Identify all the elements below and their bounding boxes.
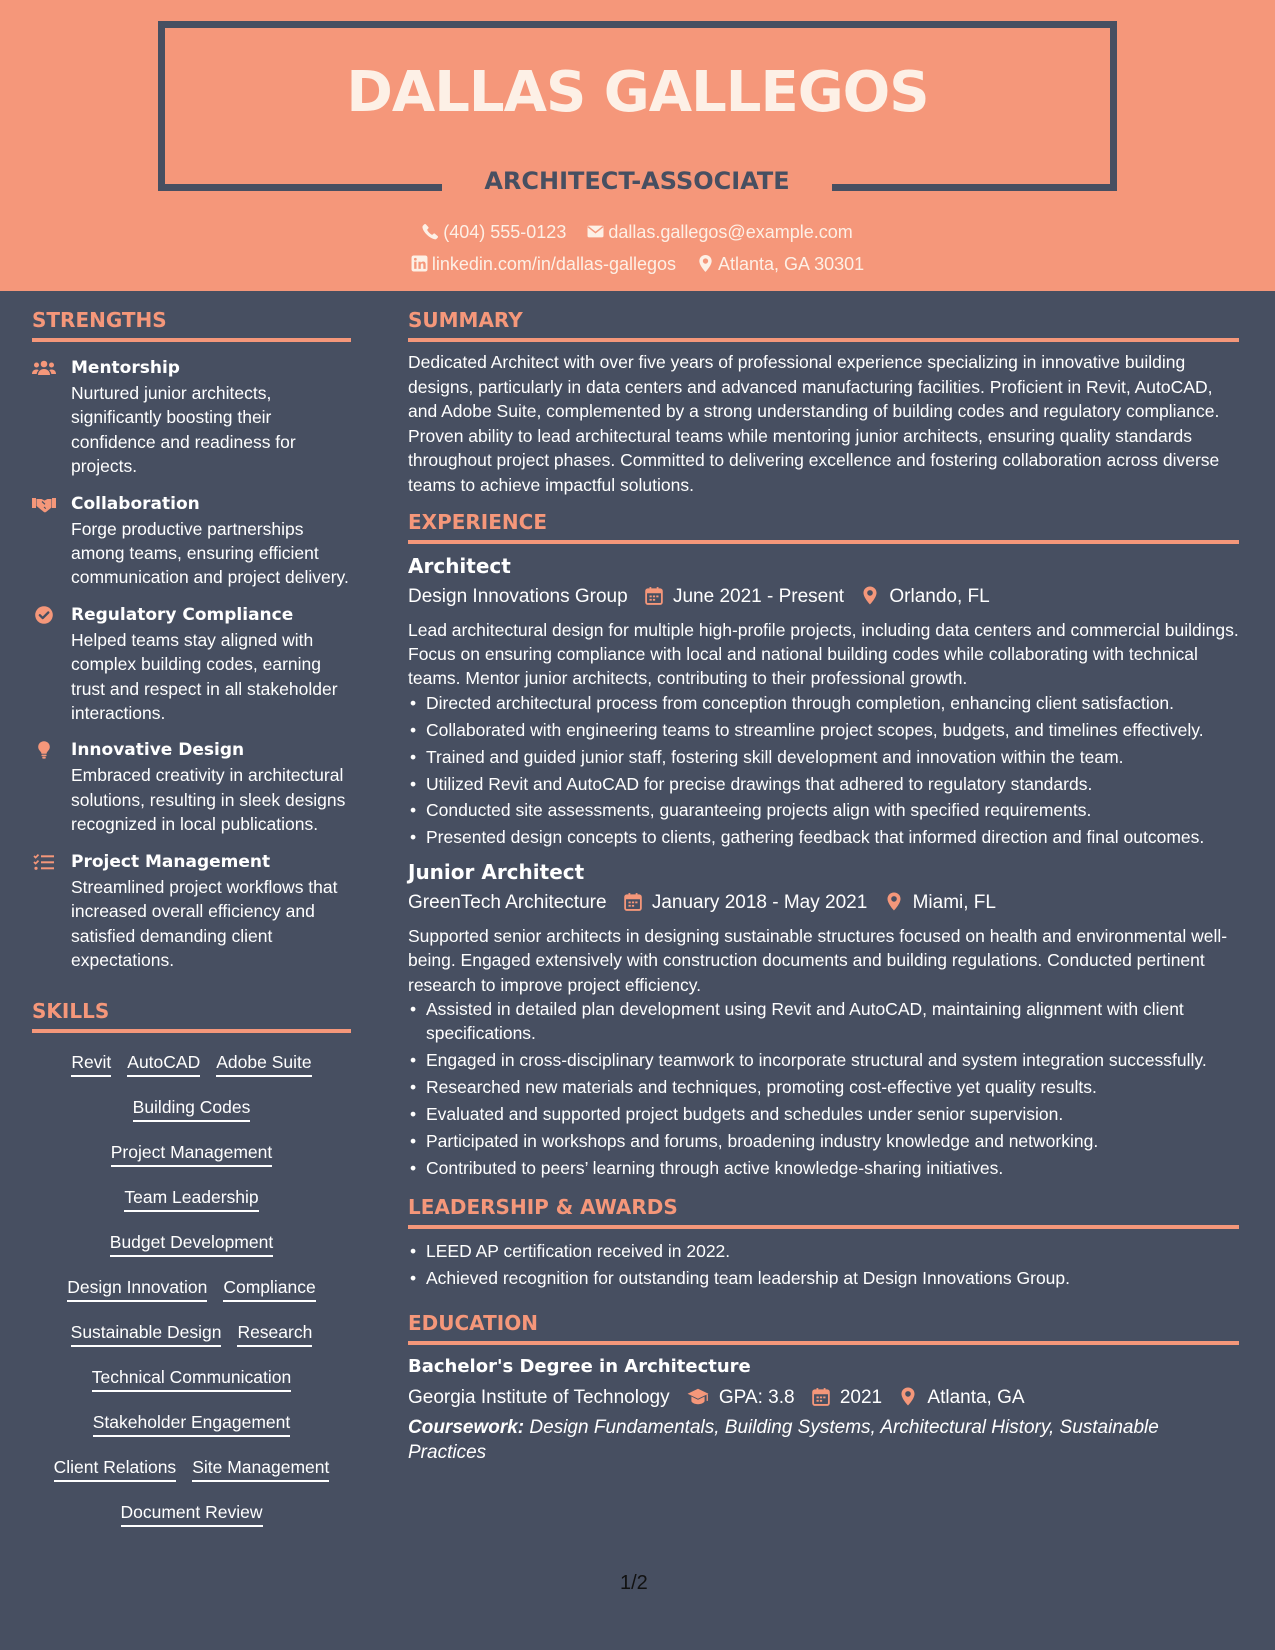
list-item: • Achieved recognition for outstanding team leadership at Design Innovations Group. bbox=[408, 1266, 1239, 1290]
users-icon bbox=[32, 359, 56, 377]
phone-icon bbox=[422, 223, 439, 240]
map-pin-icon bbox=[899, 1387, 917, 1406]
right-column bbox=[408, 308, 1239, 1465]
education-school: Georgia Institute of Technology bbox=[408, 1386, 670, 1408]
skill-row bbox=[32, 1313, 351, 1358]
job-bullets bbox=[408, 997, 1239, 1180]
location-text: Atlanta, GA 30301 bbox=[718, 253, 865, 274]
job-company: Design Innovations Group bbox=[408, 585, 628, 607]
contact-linkedin[interactable] bbox=[411, 254, 676, 275]
list-item: • Conducted site assessments, guaranteeing projects align with specified requirements. bbox=[408, 798, 1239, 822]
check-circle-icon bbox=[32, 606, 56, 624]
calendar-icon bbox=[812, 1387, 830, 1406]
skill-tag: Stakeholder Engagement bbox=[93, 1409, 291, 1437]
skill-tag: Building Codes bbox=[133, 1094, 251, 1122]
linkedin-text: linkedin.com/in/dallas-gallegos bbox=[431, 253, 676, 274]
skill-tag: Technical Communication bbox=[92, 1364, 291, 1392]
coursework-list: Design Fundamentals, Building Systems, Architectural History, Sustainable Practices bbox=[408, 1416, 1159, 1463]
job-position: Architect bbox=[408, 553, 511, 578]
job-entry bbox=[408, 552, 1239, 850]
contact-location bbox=[697, 254, 864, 275]
list-item: • Contributed to peers’ learning through active knowledge-sharing initiatives. bbox=[408, 1156, 1239, 1180]
strength-item bbox=[32, 356, 351, 479]
job-position: Junior Architect bbox=[408, 859, 585, 884]
job-location: Miami, FL bbox=[912, 891, 996, 913]
education-year: 2021 bbox=[839, 1386, 883, 1408]
job-title: ARCHITECT-ASSOCIATE bbox=[484, 167, 790, 195]
job-meta bbox=[408, 580, 1239, 614]
strength-name: Collaboration bbox=[71, 493, 200, 514]
job-description: Supported senior architects in designing sustainable structures focused on health and environmental well-being. Engaged extensively with construction documents and building regulations. Conducted pertinent research to improve project efficiency. bbox=[408, 925, 1228, 995]
page-number: 1/2 bbox=[620, 1572, 648, 1594]
job-location: Orlando, FL bbox=[889, 585, 990, 607]
coursework-label: Coursework: bbox=[408, 1416, 525, 1438]
skill-tag: Site Management bbox=[192, 1454, 329, 1482]
strength-item bbox=[32, 850, 351, 973]
skill-tag: Client Relations bbox=[54, 1454, 177, 1482]
skill-tag: Budget Development bbox=[110, 1229, 273, 1257]
skill-tag: Sustainable Design bbox=[71, 1319, 222, 1347]
job-meta bbox=[408, 886, 1239, 920]
map-pin-icon bbox=[885, 892, 903, 911]
linkedin-icon bbox=[411, 255, 428, 272]
skill-tag: Research bbox=[237, 1319, 312, 1347]
skills-list bbox=[32, 1033, 351, 1538]
education-location: Atlanta, GA bbox=[927, 1386, 1025, 1408]
strength-description: Nurtured junior architects, significantly boosting their confidence and readiness for projects. bbox=[71, 383, 296, 477]
list-item: • Researched new materials and techniques, promoting cost-effective yet quality results. bbox=[408, 1075, 1239, 1099]
strength-name: Innovative Design bbox=[71, 740, 245, 761]
left-column bbox=[32, 308, 351, 1538]
envelope-icon bbox=[587, 223, 604, 240]
skill-row bbox=[32, 1358, 351, 1403]
strength-description: Streamlined project workflows that increased overall efficiency and satisfied demanding client expectations. bbox=[71, 876, 338, 970]
skill-tag: Team Leadership bbox=[124, 1184, 258, 1212]
strength-description: Helped teams stay aligned with complex building codes, earning trust and respect in all stakeholder interactions. bbox=[71, 629, 338, 724]
job-dates: June 2021 - Present bbox=[672, 585, 845, 607]
map-pin-icon bbox=[697, 255, 714, 272]
calendar-icon bbox=[645, 586, 663, 605]
skill-row bbox=[32, 1493, 351, 1538]
lightbulb-icon bbox=[32, 741, 56, 759]
job-description: Lead architectural design for multiple high-profile projects, including data centers and commercial buildings. Focus on ensuring compliance with local and national building codes while collaborating with technical teams. Mentor junior architects, contributing to their professional growth. bbox=[408, 619, 1239, 689]
awards-heading: LEADERSHIP & AWARDS bbox=[408, 1195, 1239, 1229]
list-item: • Presented design concepts to clients, gathering feedback that informed direction and final outcomes. bbox=[408, 825, 1239, 849]
skill-tag: Compliance bbox=[223, 1274, 315, 1302]
strengths-heading: STRENGTHS bbox=[32, 308, 351, 342]
map-pin-icon bbox=[861, 586, 879, 605]
experience-heading: EXPERIENCE bbox=[408, 510, 1239, 544]
skill-row bbox=[32, 1133, 351, 1178]
strength-item bbox=[32, 492, 351, 590]
skill-tag: Revit bbox=[71, 1049, 111, 1077]
candidate-name: DALLAS GALLEGOS bbox=[346, 60, 929, 125]
list-item: • LEED AP certification received in 2022. bbox=[408, 1239, 1239, 1263]
list-item: • Directed architectural process from conception through completion, enhancing client satisfaction. bbox=[408, 691, 1239, 715]
handshake-icon bbox=[32, 495, 56, 513]
phone-text: (404) 555-0123 bbox=[443, 221, 567, 242]
strength-description: Forge productive partnerships among teams, ensuring efficient communication and project delivery. bbox=[71, 518, 349, 588]
tasks-icon bbox=[32, 853, 56, 871]
skill-tag: AutoCAD bbox=[127, 1049, 200, 1077]
summary-text: Dedicated Architect with over five years of professional experience specializing in innovative building designs, particularly in data centers and advanced manufacturing facilities. Proficient in Revit, AutoCAD, and Adobe Suite, complemented by a strong understanding of building codes and regulatory compliance. Proven ability to lead architectural teams while mentoring junior architects, ensuring quality standards throughout project phases. Committed to delivering excellence and fostering collaboration across diverse teams to achieve impactful solutions. bbox=[408, 352, 1220, 495]
email-text: dallas.gallegos@example.com bbox=[608, 221, 853, 242]
list-item: • Trained and guided junior staff, fostering skill development and innovation within the team. bbox=[408, 745, 1239, 769]
list-item: • Participated in workshops and forums, broadening industry knowledge and networking. bbox=[408, 1129, 1239, 1153]
list-item: • Engaged in cross-disciplinary teamwork to incorporate structural and system integration successfully. bbox=[408, 1048, 1239, 1072]
skill-tag: Adobe Suite bbox=[216, 1049, 311, 1077]
resume-header bbox=[0, 0, 1275, 291]
skill-tag: Project Management bbox=[111, 1139, 272, 1167]
skill-row bbox=[32, 1268, 351, 1313]
graduation-cap-icon bbox=[687, 1387, 709, 1406]
education-gpa: GPA: 3.8 bbox=[718, 1386, 795, 1408]
contact-line-2 bbox=[0, 253, 1275, 275]
education-meta bbox=[408, 1381, 1239, 1415]
strength-item bbox=[32, 738, 351, 836]
skill-row bbox=[32, 1448, 351, 1493]
job-bullets bbox=[408, 691, 1239, 850]
education-heading: EDUCATION bbox=[408, 1311, 1239, 1345]
job-entry bbox=[408, 858, 1239, 1181]
coursework bbox=[408, 1415, 1239, 1465]
strength-description: Embraced creativity in architectural solutions, resulting in sleek designs recognized in local publications. bbox=[71, 765, 346, 835]
skills-heading: SKILLS bbox=[32, 999, 351, 1033]
education-degree: Bachelor's Degree in Architecture bbox=[408, 1355, 751, 1377]
contact-phone bbox=[422, 222, 566, 243]
job-company: GreenTech Architecture bbox=[408, 891, 607, 913]
strength-name: Project Management bbox=[71, 851, 271, 872]
list-item: • Assisted in detailed plan development using Revit and AutoCAD, maintaining alignment with client specifications. bbox=[408, 997, 1239, 1046]
summary-heading: SUMMARY bbox=[408, 308, 1239, 342]
skill-tag: Design Innovation bbox=[67, 1274, 207, 1302]
skill-row bbox=[32, 1178, 351, 1223]
list-item: • Utilized Revit and AutoCAD for precise drawings that adhered to regulatory standards. bbox=[408, 772, 1239, 796]
contact-line-1 bbox=[0, 221, 1275, 243]
job-dates: January 2018 - May 2021 bbox=[651, 891, 868, 913]
awards-list bbox=[408, 1239, 1239, 1290]
skill-row bbox=[32, 1403, 351, 1448]
calendar-icon bbox=[624, 892, 642, 911]
skill-row bbox=[32, 1043, 351, 1088]
skill-tag: Document Review bbox=[121, 1499, 263, 1527]
list-item: • Collaborated with engineering teams to streamline project scopes, budgets, and timelines effectively. bbox=[408, 718, 1239, 742]
strength-name: Mentorship bbox=[71, 358, 180, 378]
strength-name: Regulatory Compliance bbox=[71, 604, 294, 625]
contact-email[interactable] bbox=[587, 222, 852, 243]
skill-row bbox=[32, 1223, 351, 1268]
list-item: • Evaluated and supported project budgets and schedules under senior supervision. bbox=[408, 1102, 1239, 1126]
strength-item bbox=[32, 603, 351, 726]
skill-row bbox=[32, 1088, 351, 1133]
